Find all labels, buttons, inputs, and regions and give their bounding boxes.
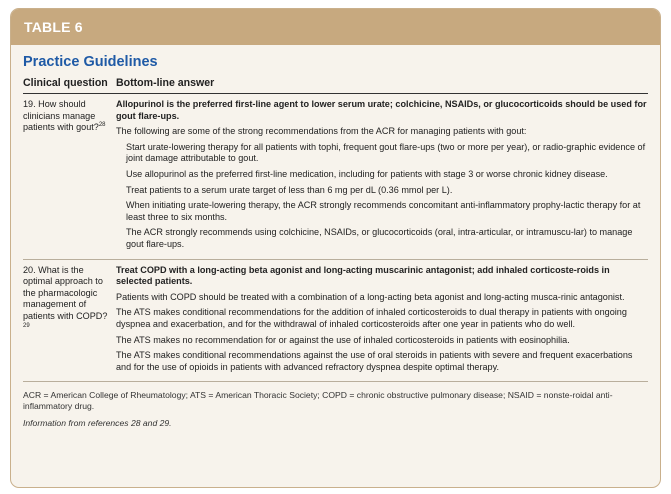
question-reference: 29 (23, 322, 30, 329)
recommendation: Patients with COPD should be treated with a combination of a long-acting beta agonist and long-acting musca-rinic antagonist. (116, 291, 625, 302)
table-footer (23, 390, 648, 429)
recommendation: The ATS makes conditional recommendations for the addition of inhaled corticosteroids to dual therapy in patients with ongoing dyspnea and exacerbation, and for the withdrawal of inhaled corticosteroids after one year in patients who do well. (116, 307, 627, 329)
bottom-line-answer (116, 260, 648, 382)
column-header-answer: Bottom-line answer (116, 77, 215, 89)
column-headers (23, 77, 648, 94)
recommendation: The ATS makes conditional recommendations against the use of oral steroids in patients with severe and frequent exacerbations and for the use of opioids in patients with advanced refractory dyspnea despite optimal therapy. (116, 350, 633, 372)
table-panel (10, 8, 661, 488)
question-text: 20. What is the optimal approach to the pharmacologic management of patients with COPD? (23, 264, 108, 321)
bottom-line-answer (116, 94, 648, 259)
abbreviations-footnote: ACR = American College of Rheumatology; ATS = American Thoracic Society; COPD = chronic obstructive pulmonary disease; NSAID = nonste-roidal anti-inflammatory drug. (23, 390, 613, 412)
recommendation: The ACR strongly recommends using colchicine, NSAIDs, or glucocorticoids (oral, intra-articular, or intramuscu-lar) to manage gout flare-ups. (126, 227, 633, 249)
recommendation: Start urate-lowering therapy for all patients with tophi, frequent gout flare-ups (two or more per year), or radio-graphic evidence of joint damage attributable to gout. (126, 141, 646, 164)
question-text: 19. How should clinicians manage patients with gout? (23, 99, 99, 133)
clinical-question (23, 260, 116, 382)
answer-intro: The following are some of the strong recommendations from the ACR for managing patients with gout: (116, 126, 527, 137)
table-label: TABLE 6 (11, 9, 660, 45)
recommendation: When initiating urate-lowering therapy, the ACR strongly recommends concomitant anti-inflammatory prophy-lactic therapy for at least three to six months. (126, 200, 641, 222)
question-reference: 28 (98, 122, 106, 129)
table-title: Practice Guidelines (23, 54, 158, 70)
recommendation: Treat patients to a serum urate target of less than 6 mg per dL (0.36 mmol per L). (126, 184, 453, 195)
recommendation: Use allopurinol as the preferred first-line medication, including for patients with stage 3 or worse chronic kidney disease. (126, 168, 608, 179)
table-row (23, 260, 648, 383)
column-header-question: Clinical question (23, 77, 108, 89)
answer-summary: Treat COPD with a long-acting beta agonist and long-acting muscarinic antagonist; add inhaled corticoste-roids in selected patients. (116, 264, 610, 287)
table-row (23, 94, 648, 260)
source-note: Information from references 28 and 29. (23, 417, 172, 428)
recommendation: The ATS makes no recommendation for or against the use of inhaled corticosteroids in patients with eosinophilia. (116, 334, 570, 345)
clinical-question (23, 94, 116, 259)
answer-summary: Allopurinol is the preferred first-line agent to lower serum urate; colchicine, NSAIDs, or glucocorticoids should be used for gout flare-ups. (116, 99, 647, 121)
